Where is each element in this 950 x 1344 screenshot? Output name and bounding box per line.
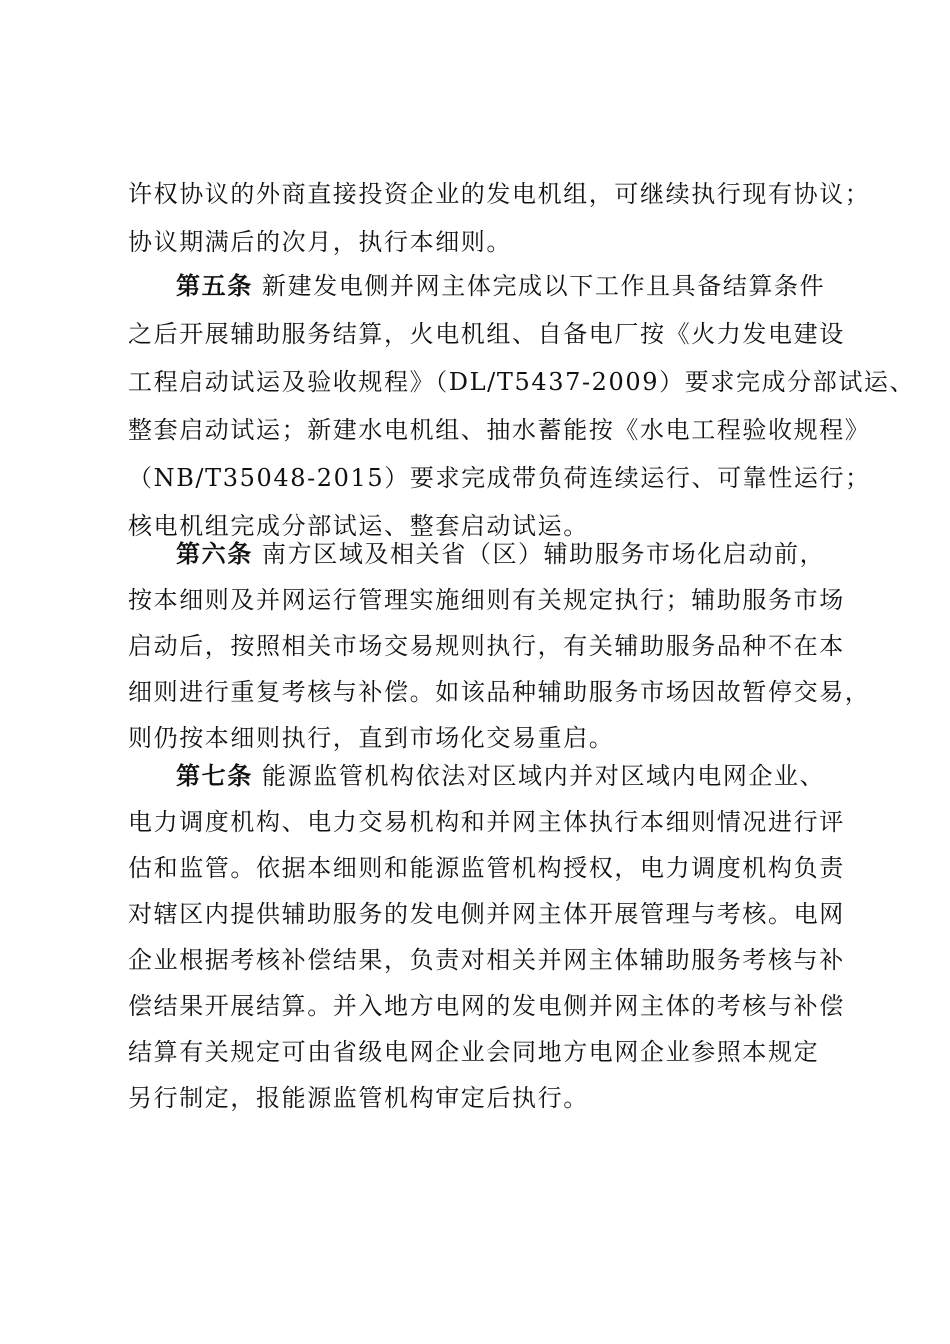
paragraph-line: 整套启动试运；新建水电机组、抽水蓄能按《水电工程验收规程》 xyxy=(128,416,871,444)
continuation-paragraph xyxy=(128,174,871,262)
paragraph-line: 之后开展辅助服务结算，火电机组、自备电厂按《火力发电建设 xyxy=(128,320,845,348)
article-6 xyxy=(128,534,871,758)
article-first-line xyxy=(128,534,838,574)
paragraph-line: 能源监管机构依法对区域内并对区域内电网企业、 xyxy=(262,762,826,790)
article-5 xyxy=(128,266,916,546)
paragraph-line: 工程启动试运及验收规程》（DL/T5437-2009）要求完成分部试运、 xyxy=(128,368,916,396)
paragraph-line: 对辖区内提供辅助服务的发电侧并网主体开展管理与考核。电网 xyxy=(128,900,845,928)
paragraph-line: 南方区域及相关省（区）辅助服务市场化启动前， xyxy=(262,540,826,568)
paragraph-line: 则仍按本细则执行，直到市场化交易重启。 xyxy=(128,724,615,752)
article-heading: 第六条 xyxy=(176,539,253,568)
paragraph-line: 许权协议的外商直接投资企业的发电机组，可继续执行现有协议； xyxy=(128,180,871,208)
paragraph-line: 电力调度机构、电力交易机构和并网主体执行本细则情况进行评 xyxy=(128,808,845,836)
paragraph-line: 核电机组完成分部试运、整套启动试运。 xyxy=(128,512,589,540)
paragraph-line: 估和监管。依据本细则和能源监管机构授权，电力调度机构负责 xyxy=(128,854,845,882)
paragraph-line: 按本细则及并网运行管理实施细则有关规定执行；辅助服务市场 xyxy=(128,586,845,614)
paragraph-line: 协议期满后的次月，执行本细则。 xyxy=(128,228,512,256)
paragraph-line: 企业根据考核补偿结果，负责对相关并网主体辅助服务考核与补 xyxy=(128,946,845,974)
paragraph-line: 结算有关规定可由省级电网企业会同地方电网企业参照本规定 xyxy=(128,1038,820,1066)
paragraph-line: 新建发电侧并网主体完成以下工作且具备结算条件 xyxy=(262,272,826,300)
paragraph-line: 细则进行重复考核与补偿。如该品种辅助服务市场因故暂停交易， xyxy=(128,678,871,706)
article-first-line xyxy=(128,756,838,796)
paragraph-line: 启动后，按照相关市场交易规则执行，有关辅助服务品种不在本 xyxy=(128,632,845,660)
article-heading: 第七条 xyxy=(176,761,253,790)
paragraph-line: 偿结果开展结算。并入地方电网的发电侧并网主体的考核与补偿 xyxy=(128,992,845,1020)
paragraph-line: 另行制定，报能源监管机构审定后执行。 xyxy=(128,1084,589,1112)
article-first-line xyxy=(128,266,838,306)
article-heading: 第五条 xyxy=(176,271,253,300)
article-7 xyxy=(128,756,845,1118)
paragraph-line: （NB/T35048-2015）要求完成带负荷连续运行、可靠性运行； xyxy=(128,464,871,492)
